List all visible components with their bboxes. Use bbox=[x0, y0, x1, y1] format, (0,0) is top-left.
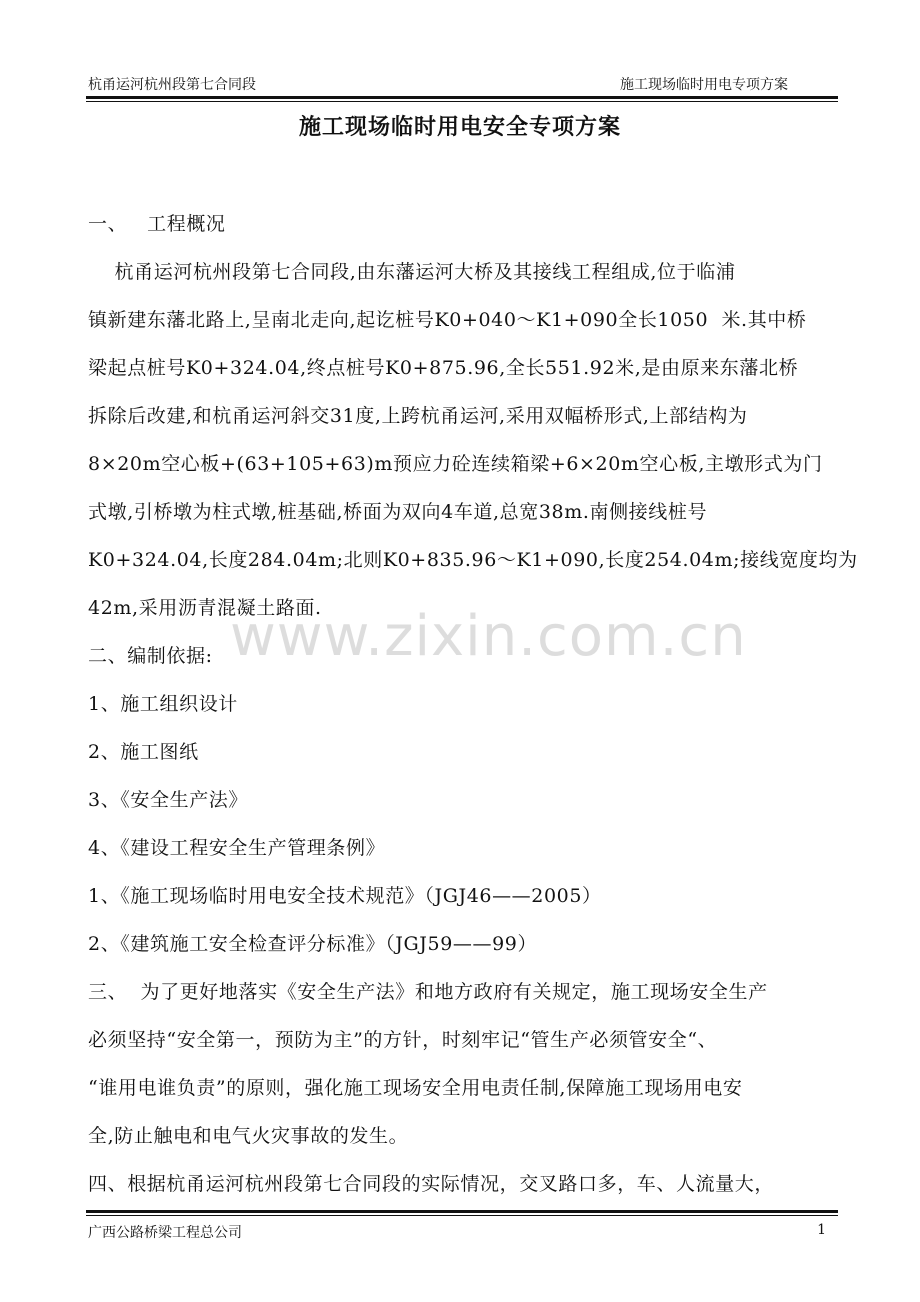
body-line: 42m,采用沥青混凝土路面. bbox=[88, 597, 322, 619]
header-rule-thick bbox=[86, 96, 838, 99]
header-right-text: 施工现场临时用电专项方案 bbox=[620, 77, 788, 93]
page-header bbox=[88, 74, 832, 94]
body-line: “谁用电谁负责”的原则，强化施工现场安全用电责任制,保障施工现场用电安 bbox=[88, 1077, 743, 1099]
body-line: 1、《施工现场临时用电安全技术规范》（JGJ46——2005） bbox=[88, 885, 602, 907]
body-line: 4、《建设工程安全生产管理条例》 bbox=[88, 837, 386, 859]
body-line: 必须坚持“安全第一，预防为主”的方针，时刻牢记“管生产必须管安全“、 bbox=[88, 1029, 718, 1051]
body-line: 一、 工程概况 bbox=[88, 213, 226, 235]
body-line: K0+324.04,长度284.04m;北则K0+835.96～K1+090,长度254.04m;接线宽度均为 bbox=[88, 549, 858, 571]
body-line: 2、施工图纸 bbox=[88, 741, 199, 763]
body-line: 全,防止触电和电气火灾事故的发生。 bbox=[88, 1125, 409, 1147]
body-line: 式墩,引桥墩为柱式墩,桩基础,桥面为双向4车道,总宽38m.南侧接线桩号 bbox=[88, 501, 708, 523]
body-line: 三、 为了更好地落实《安全生产法》和地方政府有关规定，施工现场安全生产 bbox=[88, 981, 768, 1003]
body-line: 四、根据杭甬运河杭州段第七合同段的实际情况，交叉路口多，车、人流量大， bbox=[88, 1173, 775, 1195]
body-line: 3、《安全生产法》 bbox=[88, 789, 248, 811]
footer-rule-thin bbox=[86, 1215, 838, 1216]
page-number: 1 bbox=[817, 1222, 826, 1238]
body-line: 拆除后改建,和杭甬运河斜交31度,上跨杭甬运河,采用双幅桥形式,上部结构为 bbox=[88, 405, 748, 427]
footer-rule-thick bbox=[86, 1210, 838, 1213]
body-line: 梁起点桩号K0+324.04,终点桩号K0+875.96,全长551.92米,是由原来东藩北桥 bbox=[88, 357, 799, 379]
body-line: 2、《建筑施工安全检查评分标准》（JGJ59——99） bbox=[88, 933, 538, 955]
footer-company: 广西公路桥梁工程总公司 bbox=[88, 1225, 242, 1241]
body-line: 镇新建东藩北路上,呈南北走向,起讫桩号K0+040～K1+090全长1050 米.其中桥 bbox=[88, 309, 807, 331]
body-line: 二、编制依据: bbox=[88, 645, 213, 667]
header-rule-thin bbox=[86, 101, 838, 102]
body-line: 杭甬运河杭州段第七合同段,由东藩运河大桥及其接线工程组成,位于临浦 bbox=[88, 261, 736, 283]
body-line: 1、施工组织设计 bbox=[88, 693, 238, 715]
header-left-text: 杭甬运河杭州段第七合同段 bbox=[88, 77, 256, 93]
body-line: 8×20m空心板+(63+105+63)m预应力砼连续箱梁+6×20m空心板,主墩形式为门 bbox=[88, 453, 823, 475]
document-title: 施工现场临时用电安全专项方案 bbox=[298, 114, 621, 140]
watermark-text: www.zixin.com.cn bbox=[230, 604, 747, 669]
